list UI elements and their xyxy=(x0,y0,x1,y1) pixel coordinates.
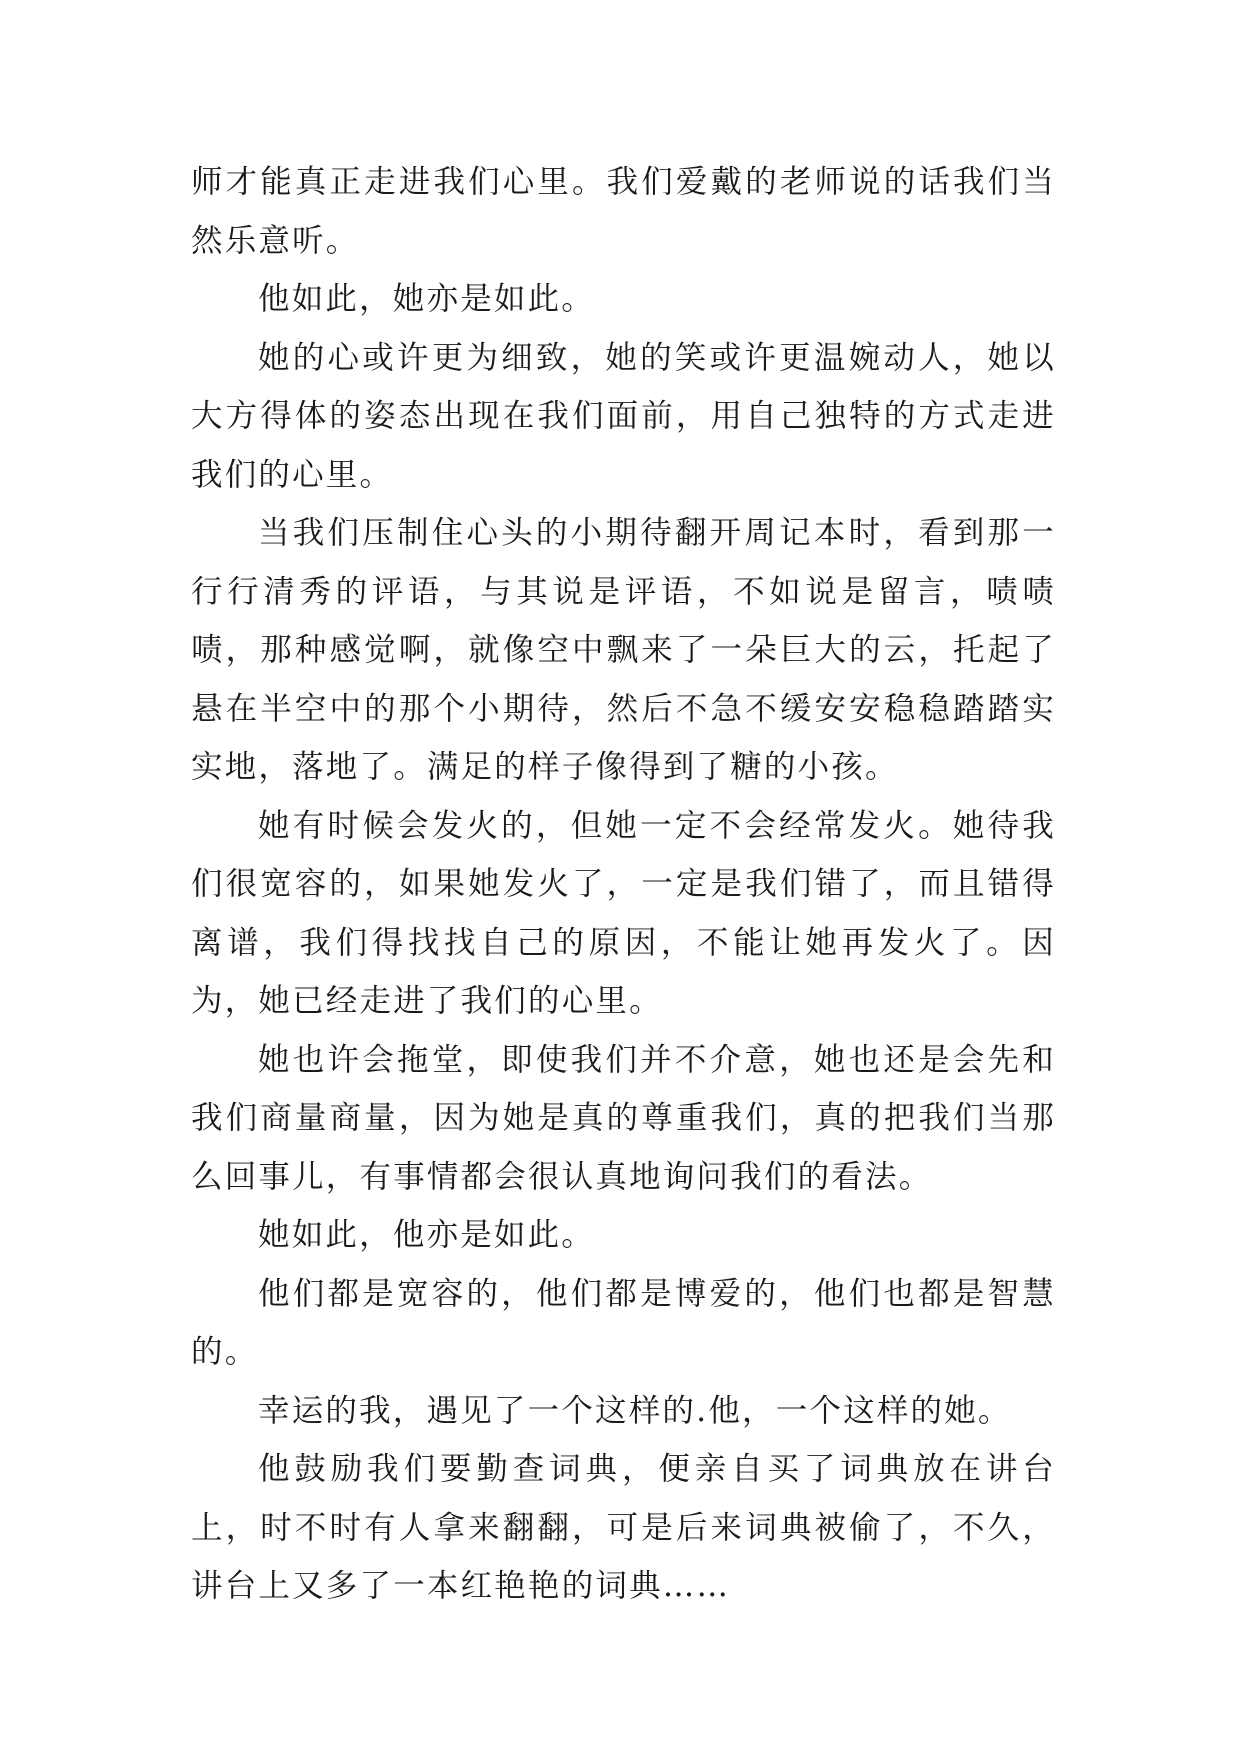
paragraph-6: 她也许会拖堂，即使我们并不介意，她也还是会先和我们商量商量，因为她是真的尊重我们，真的把我们当那么回事儿，有事情都会很认真地询问我们的看法。 xyxy=(191,1041,1056,1195)
paragraph-1: 师才能真正走进我们心里。我们爱戴的老师说的话我们当然乐意听。 xyxy=(191,164,1056,259)
paragraph-4: 当我们压制住心头的小期待翻开周记本时，看到那一行行清秀的评语，与其说是评语，不如说是留言，啧啧啧，那种感觉啊，就像空中飘来了一朵巨大的云，托起了悬在半空中的那个小期待，然后不急不缓安安稳稳踏踏实实地，落地了。满足的样子像得到了糖的小孩。 xyxy=(191,515,1056,785)
paragraph-7: 她如此，他亦是如此。 xyxy=(258,1217,596,1253)
document-body xyxy=(191,153,1056,1616)
paragraph-9: 幸运的我，遇见了一个这样的.他，一个这样的她。 xyxy=(258,1392,1012,1429)
paragraph-2: 他如此，她亦是如此。 xyxy=(258,281,596,317)
paragraph-5: 她有时候会发火的，但她一定不会经常发火。她待我们很宽容的，如果她发火了，一定是我们错了，而且错得离谱，我们得找找自己的原因，不能让她再发火了。因为，她已经走进了我们的心里。 xyxy=(191,807,1056,1019)
paragraph-3: 她的心或许更为细致，她的笑或许更温婉动人，她以大方得体的姿态出现在我们面前，用自己独特的方式走进我们的心里。 xyxy=(191,339,1056,493)
paragraph-10: 他鼓励我们要勤查词典，便亲自买了词典放在讲台上，时不时有人拿来翻翻，可是后来词典被偷了，不久，讲台上又多了一本红艳艳的词典…… xyxy=(191,1451,1056,1604)
paragraph-8: 他们都是宽容的，他们都是博爱的，他们也都是智慧的。 xyxy=(191,1275,1056,1370)
